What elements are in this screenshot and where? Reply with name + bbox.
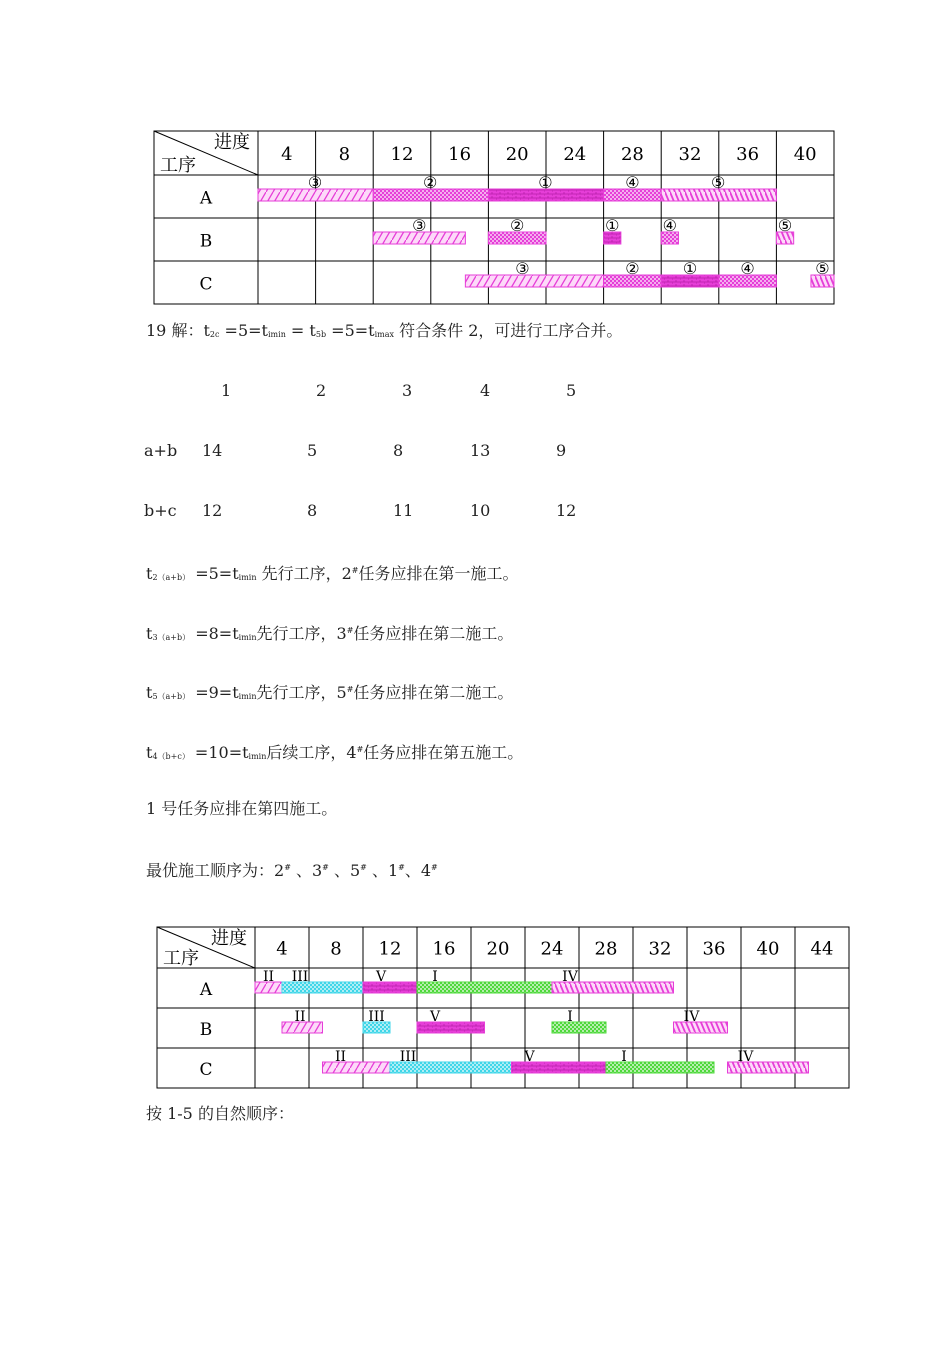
row-bc-v3: 11	[393, 501, 414, 520]
row-bc-label: b+c	[144, 501, 177, 520]
bar-label-B-I: I	[567, 1009, 573, 1025]
bar-label-B-②: ②	[510, 216, 525, 235]
bar-label-B-④: ④	[662, 216, 678, 235]
table-header-4: 4	[480, 381, 491, 400]
column-label-12: 12	[390, 144, 414, 165]
bar-label-B-II: II	[294, 1009, 306, 1025]
row-label-C: C	[199, 1060, 213, 1080]
bar-label-C-IV: IV	[737, 1049, 754, 1065]
table-header-3: 3	[402, 381, 413, 400]
column-label-28: 28	[620, 144, 644, 165]
task1-line: 1 号任务应排在第四施工。	[146, 799, 338, 818]
column-label-40: 40	[756, 938, 780, 960]
bar-label-A-II: II	[262, 969, 275, 985]
column-label-36: 36	[736, 144, 760, 165]
column-label-40: 40	[793, 144, 817, 165]
bar-C-③	[465, 275, 603, 287]
column-label-20: 20	[486, 938, 510, 960]
column-label-28: 28	[594, 938, 618, 960]
bar-label-B-③: ③	[412, 216, 427, 235]
bar-label-B-V: V	[429, 1009, 441, 1025]
column-label-44: 44	[810, 938, 834, 960]
step-line-2: $t_{3(a+b)} =8=t_{imin}$先行工序，3#任务应排在第二施工。	[146, 624, 514, 643]
row-bc-v1: 12	[202, 501, 223, 520]
column-label-4: 4	[276, 938, 288, 960]
bar-label-A-V: V	[375, 969, 387, 985]
column-label-24: 24	[563, 144, 587, 165]
corner-label-bottom: 工序	[160, 155, 196, 176]
gantt-chart-2	[0, 900, 952, 1100]
column-label-8: 8	[330, 938, 342, 960]
optimal-order-line: 最优施工顺序为：2# 、3# 、5# 、1#、4#	[146, 861, 438, 880]
corner-label-top: 进度	[211, 928, 247, 949]
bar-label-C-⑤: ⑤	[815, 259, 830, 278]
row-label-A: A	[199, 188, 213, 209]
column-label-20: 20	[505, 144, 529, 165]
bar-label-C-III: III	[399, 1049, 417, 1065]
row-label-A: A	[199, 980, 213, 1000]
bar-label-C-③: ③	[515, 259, 530, 278]
step-line-1: $t_{2(a+b)} =5=t_{imin}$ 先行工序，2#任务应排在第一施工。	[146, 564, 519, 583]
bar-label-A-④: ④	[625, 173, 640, 192]
bar-label-B-III: III	[368, 1009, 385, 1025]
step-line-4: $t_{4(b+c)} =10=t_{imin}$后续工序，4#任务应排在第五施工。	[146, 743, 524, 762]
gantt-chart-1	[0, 0, 952, 320]
row-ab-v4: 13	[470, 441, 491, 460]
bar-label-A-I: I	[432, 969, 438, 985]
bar-B-IV	[674, 1022, 728, 1033]
row-ab-v1: 14	[202, 441, 223, 460]
corner-label-bottom: 工序	[163, 948, 199, 969]
column-label-16: 16	[448, 144, 472, 165]
bar-label-A-②: ②	[423, 173, 438, 192]
row-bc-v4: 10	[470, 501, 491, 520]
row-ab-label: a+b	[144, 441, 178, 460]
column-label-32: 32	[648, 938, 672, 960]
bar-label-C-II: II	[334, 1049, 347, 1065]
bar-label-A-③: ③	[307, 173, 323, 192]
table-header-2: 2	[316, 381, 327, 400]
row-label-B: B	[199, 231, 213, 252]
column-label-8: 8	[338, 144, 351, 165]
column-label-4: 4	[281, 144, 293, 165]
bar-label-B-⑤: ⑤	[777, 216, 793, 235]
bar-label-B-IV: IV	[683, 1009, 700, 1025]
row-bc-v2: 8	[307, 501, 318, 520]
row-bc-v5: 12	[556, 501, 577, 520]
step-line-3: $t_{5(a+b)} =9=t_{imin}$先行工序，5#任务应排在第二施工。	[146, 683, 514, 702]
bar-C-II	[323, 1062, 391, 1073]
column-label-32: 32	[678, 144, 702, 165]
bar-label-A-IV: IV	[562, 969, 578, 985]
column-label-24: 24	[540, 938, 564, 960]
bar-B-V	[417, 1022, 485, 1033]
bar-label-A-⑤: ⑤	[711, 173, 726, 192]
bar-label-A-①: ①	[538, 173, 553, 192]
bar-A-V	[363, 982, 417, 993]
table-header-5: 5	[566, 381, 577, 400]
bar-label-C-V: V	[524, 1049, 535, 1065]
corner-label-top: 进度	[214, 132, 250, 153]
bar-B-I	[552, 1022, 606, 1033]
bar-label-C-②: ②	[625, 259, 640, 278]
bar-label-B-①: ①	[605, 216, 620, 235]
row-label-C: C	[199, 274, 213, 295]
row-ab-v3: 8	[393, 441, 404, 460]
row-ab-v5: 9	[556, 441, 567, 460]
row-label-B: B	[199, 1020, 213, 1040]
solution-19-line: 19 解：$t_{2c} =5=t_{imin} = t_{5b} =5=t_{imax}$ 符合条件 2，可进行工序合并。	[146, 321, 623, 340]
footer-line: 按 1-5 的自然顺序：	[146, 1104, 294, 1123]
column-label-16: 16	[432, 938, 456, 960]
bar-label-C-I: I	[621, 1049, 627, 1065]
bar-label-A-III: III	[291, 969, 309, 985]
row-ab-v2: 5	[307, 441, 318, 460]
bar-label-C-①: ①	[682, 259, 698, 278]
column-label-36: 36	[702, 938, 726, 960]
bar-label-C-④: ④	[740, 259, 755, 278]
table-header-1: 1	[221, 381, 232, 400]
column-label-12: 12	[378, 938, 402, 960]
